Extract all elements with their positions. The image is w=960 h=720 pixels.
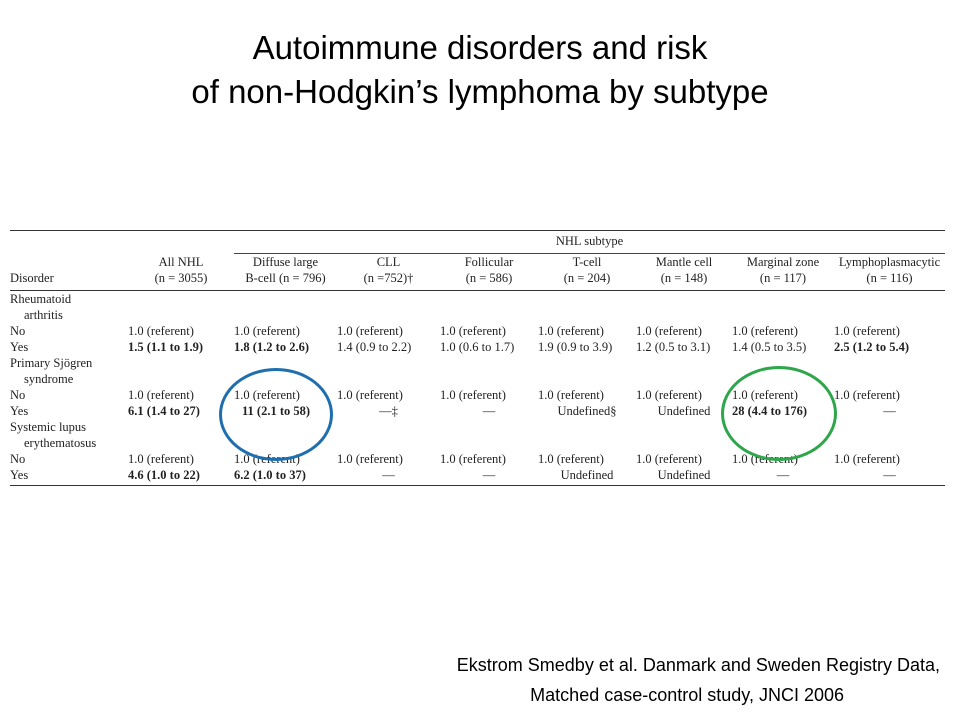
table-cell: 1.0 (referent) bbox=[234, 388, 300, 402]
table-cell: 1.0 (referent) bbox=[337, 452, 403, 466]
title-line-2: of non-Hodgkin’s lymphoma by subtype bbox=[191, 73, 769, 110]
col-n-marginal-zone: (n = 117) bbox=[732, 270, 834, 291]
col-n-t-cell: (n = 204) bbox=[538, 270, 636, 291]
row-label-yes: Yes bbox=[10, 467, 128, 486]
title-line-1: Autoimmune disorders and risk bbox=[252, 29, 708, 66]
table-cell: Undefined bbox=[538, 467, 636, 486]
table-cell: 1.5 (1.1 to 1.9) bbox=[128, 340, 203, 354]
col-header-follicular: Follicular bbox=[464, 255, 514, 269]
table-cell: 1.0 (referent) bbox=[337, 388, 403, 402]
table-cell: 1.0 (referent) bbox=[732, 324, 798, 338]
table-cell: —‡ bbox=[379, 404, 398, 418]
table-cell: 1.0 (referent) bbox=[234, 324, 300, 338]
row-label-yes: Yes bbox=[10, 404, 29, 418]
table-cell: 1.0 (referent) bbox=[538, 452, 604, 466]
table-cell: — bbox=[732, 467, 834, 486]
table-cell: 1.0 (referent) bbox=[440, 452, 506, 466]
disorder-label: Primary Sjögren bbox=[10, 356, 93, 370]
table-cell: 1.0 (referent) bbox=[337, 324, 403, 338]
disorder-label-cont: erythematosus bbox=[24, 436, 97, 450]
table-cell: 1.0 (referent) bbox=[732, 388, 798, 402]
row-label-yes: Yes bbox=[10, 340, 29, 354]
disorder-label: Systemic lupus bbox=[10, 420, 87, 434]
row-label-no: No bbox=[10, 452, 26, 466]
table-cell: 1.0 (referent) bbox=[636, 452, 702, 466]
col-header-lymphoplasmacytic: Lymphoplasmacytic bbox=[838, 255, 941, 269]
table-cell: — bbox=[337, 467, 440, 486]
citation-line-2: Matched case-control study, JNCI 2006 bbox=[530, 685, 844, 705]
table-cell: 2.5 (1.2 to 5.4) bbox=[834, 340, 909, 354]
table-cell: 1.0 (0.6 to 1.7) bbox=[440, 340, 515, 354]
table-cell: 1.2 (0.5 to 3.1) bbox=[636, 340, 711, 354]
nhl-subtype-group-header: NHL subtype bbox=[234, 231, 945, 254]
col-n-all-nhl: (n = 3055) bbox=[128, 270, 234, 291]
table-cell: 1.0 (referent) bbox=[834, 452, 900, 466]
table-cell: 1.0 (referent) bbox=[440, 324, 506, 338]
table-cell: 28 (4.4 to 176) bbox=[732, 404, 807, 418]
col-header-marginal-zone: Marginal zone bbox=[746, 255, 820, 269]
table-row bbox=[10, 339, 945, 355]
table-cell: 4.6 (1.0 to 22) bbox=[128, 467, 234, 486]
col-header-mantle-cell: Mantle cell bbox=[655, 255, 713, 269]
table-cell: 1.0 (referent) bbox=[128, 324, 194, 338]
table-cell: 1.0 (referent) bbox=[538, 388, 604, 402]
table-cell: 1.8 (1.2 to 2.6) bbox=[234, 340, 309, 354]
table-row bbox=[10, 355, 945, 371]
table-cell: — bbox=[482, 404, 496, 418]
table-row bbox=[10, 467, 945, 486]
table-cell: 1.0 (referent) bbox=[128, 452, 194, 466]
citation-line-1: Ekstrom Smedby et al. Danmark and Sweden Registry Data, bbox=[456, 655, 940, 675]
disorder-label-cont: arthritis bbox=[24, 308, 63, 322]
table-cell: 1.0 (referent) bbox=[128, 388, 194, 402]
table-cell: — bbox=[834, 467, 945, 486]
col-n-cll: (n =752)† bbox=[337, 270, 440, 291]
table-cell: 1.0 (referent) bbox=[834, 388, 900, 402]
table-cell: 1.0 (referent) bbox=[538, 324, 604, 338]
table-cell: 1.0 (referent) bbox=[636, 324, 702, 338]
row-label-no: No bbox=[10, 388, 26, 402]
highlight-circle-marginal-zone bbox=[721, 366, 837, 461]
col-header-cll: CLL bbox=[376, 255, 401, 269]
disorder-label: Rheumatoid bbox=[10, 292, 72, 306]
table-cell: 1.9 (0.9 to 3.9) bbox=[538, 340, 613, 354]
col-n-lymphoplasmacytic: (n = 116) bbox=[834, 270, 945, 291]
table-cell: 1.4 (0.9 to 2.2) bbox=[337, 340, 412, 354]
table-cell: — bbox=[440, 467, 538, 486]
col-header-t-cell: T-cell bbox=[572, 255, 602, 269]
table-row bbox=[10, 291, 945, 308]
table-row bbox=[10, 307, 945, 323]
table-cell: Undefined§ bbox=[557, 404, 617, 418]
table-cell: 1.0 (referent) bbox=[440, 388, 506, 402]
highlight-circle-diffuse-large bbox=[219, 368, 333, 461]
table-row bbox=[10, 323, 945, 339]
disorder-header: Disorder bbox=[10, 270, 128, 291]
slide-title bbox=[0, 26, 960, 114]
table-cell: 1.0 (referent) bbox=[234, 452, 300, 466]
col-header-diffuse-large: Diffuse large bbox=[252, 255, 319, 269]
table-cell: 11 (2.1 to 58) bbox=[242, 404, 311, 418]
table-cell: 1.0 (referent) bbox=[834, 324, 900, 338]
table-cell: Undefined bbox=[636, 467, 732, 486]
col-header-all-nhl: All NHL bbox=[158, 255, 204, 269]
col-n-diffuse-large: B-cell (n = 796) bbox=[234, 270, 337, 291]
row-label-no: No bbox=[10, 324, 26, 338]
citation bbox=[320, 650, 940, 710]
table-cell: 1.4 (0.5 to 3.5) bbox=[732, 340, 807, 354]
table-cell: — bbox=[883, 404, 896, 418]
table-cell: Undefined bbox=[657, 404, 711, 418]
col-n-follicular: (n = 586) bbox=[440, 270, 538, 291]
table-cell: 1.0 (referent) bbox=[636, 388, 702, 402]
table-cell: 1.0 (referent) bbox=[732, 452, 798, 466]
table-cell: 6.1 (1.4 to 27) bbox=[128, 404, 200, 418]
disorder-label-cont: syndrome bbox=[24, 372, 74, 386]
col-n-mantle-cell: (n = 148) bbox=[636, 270, 732, 291]
table-cell: 6.2 (1.0 to 37) bbox=[234, 467, 337, 486]
